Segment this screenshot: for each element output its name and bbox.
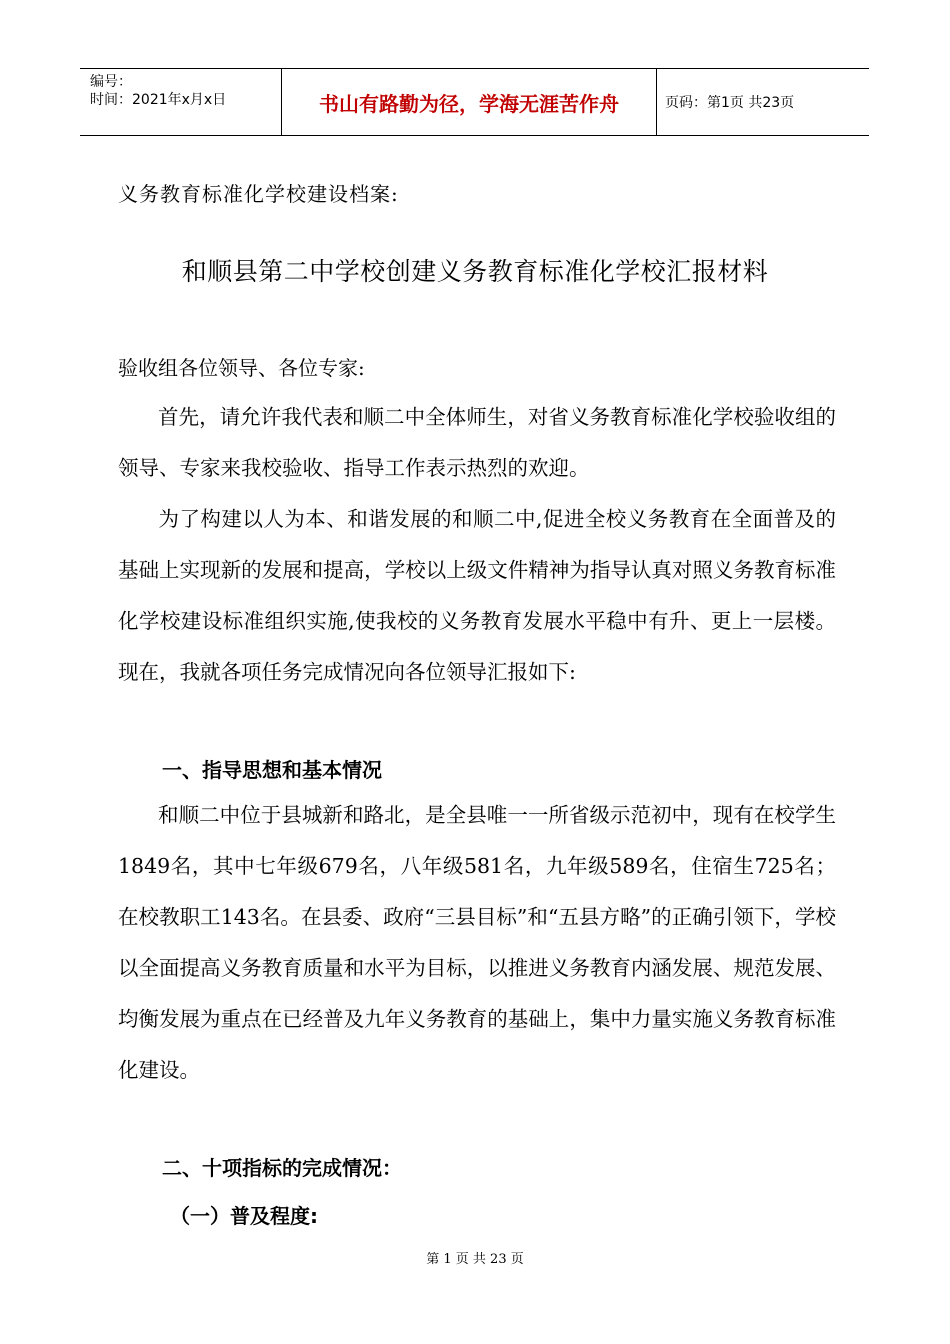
paragraph-basic-info-text: 和顺二中位于县城新和路北，是全县唯一一所省级示范初中，现有在校学生1849名，其中七年级679名，八年级581名，九年级589名，住宿生725名；在校教职工143名。在县委、政府“三县目标”和“五县方略”的正确引领下，学校以全面提高义务教育质量和水平为目标，以推进义务教育内涵发展、规范发展、均衡发展为重点在已经普及九年义务教育的基础上，集中力量实施义务教育标准化建设。 <box>118 803 836 1082</box>
motto-text: 书山有路勤为径，学海无涯苦作舟 <box>319 91 619 116</box>
subsection-1-heading: （一）普及程度: <box>170 1204 318 1228</box>
paragraph-intro <box>118 494 836 698</box>
page-footer: 第 1 页 共 23 页 <box>426 1252 524 1267</box>
paragraph-welcome <box>118 392 836 494</box>
main-title: 和顺县第二中学校创建义务教育标准化学校汇报材料 <box>181 257 769 286</box>
header-meta-cell <box>80 69 282 135</box>
header-table <box>80 68 869 136</box>
paragraph-intro-text: 为了构建以人为本、和谐发展的和顺二中,促进全校义务教育在全面普及的基础上实现新的发展和提高，学校以上级文件精神为指导认真对照义务教育标准化学校建设标准组织实施,使我校的义务教育发展水平稳中有升、更上一层楼。现在，我就各项任务完成情况向各位领导汇报如下: <box>118 507 836 684</box>
archive-title: 义务教育标准化学校建设档案: <box>118 182 399 206</box>
section-1-heading: 一、指导思想和基本情况 <box>162 758 382 782</box>
section-2-heading: 二、十项指标的完成情况： <box>162 1156 402 1180</box>
header-page-cell <box>657 69 869 135</box>
paragraph-basic-info <box>118 790 836 1096</box>
paragraph-welcome-text: 首先，请允许我代表和顺二中全体师生，对省义务教育标准化学校验收组的领导、专家来我校验收、指导工作表示热烈的欢迎。 <box>118 405 836 480</box>
salutation: 验收组各位领导、各位专家: <box>118 356 365 380</box>
header-motto-cell <box>282 69 657 135</box>
time-label: 时间：2021年x月x日 <box>90 92 227 108</box>
serial-label: 编号： <box>90 74 132 90</box>
page-code: 页码：第1页 共23页 <box>665 95 795 111</box>
